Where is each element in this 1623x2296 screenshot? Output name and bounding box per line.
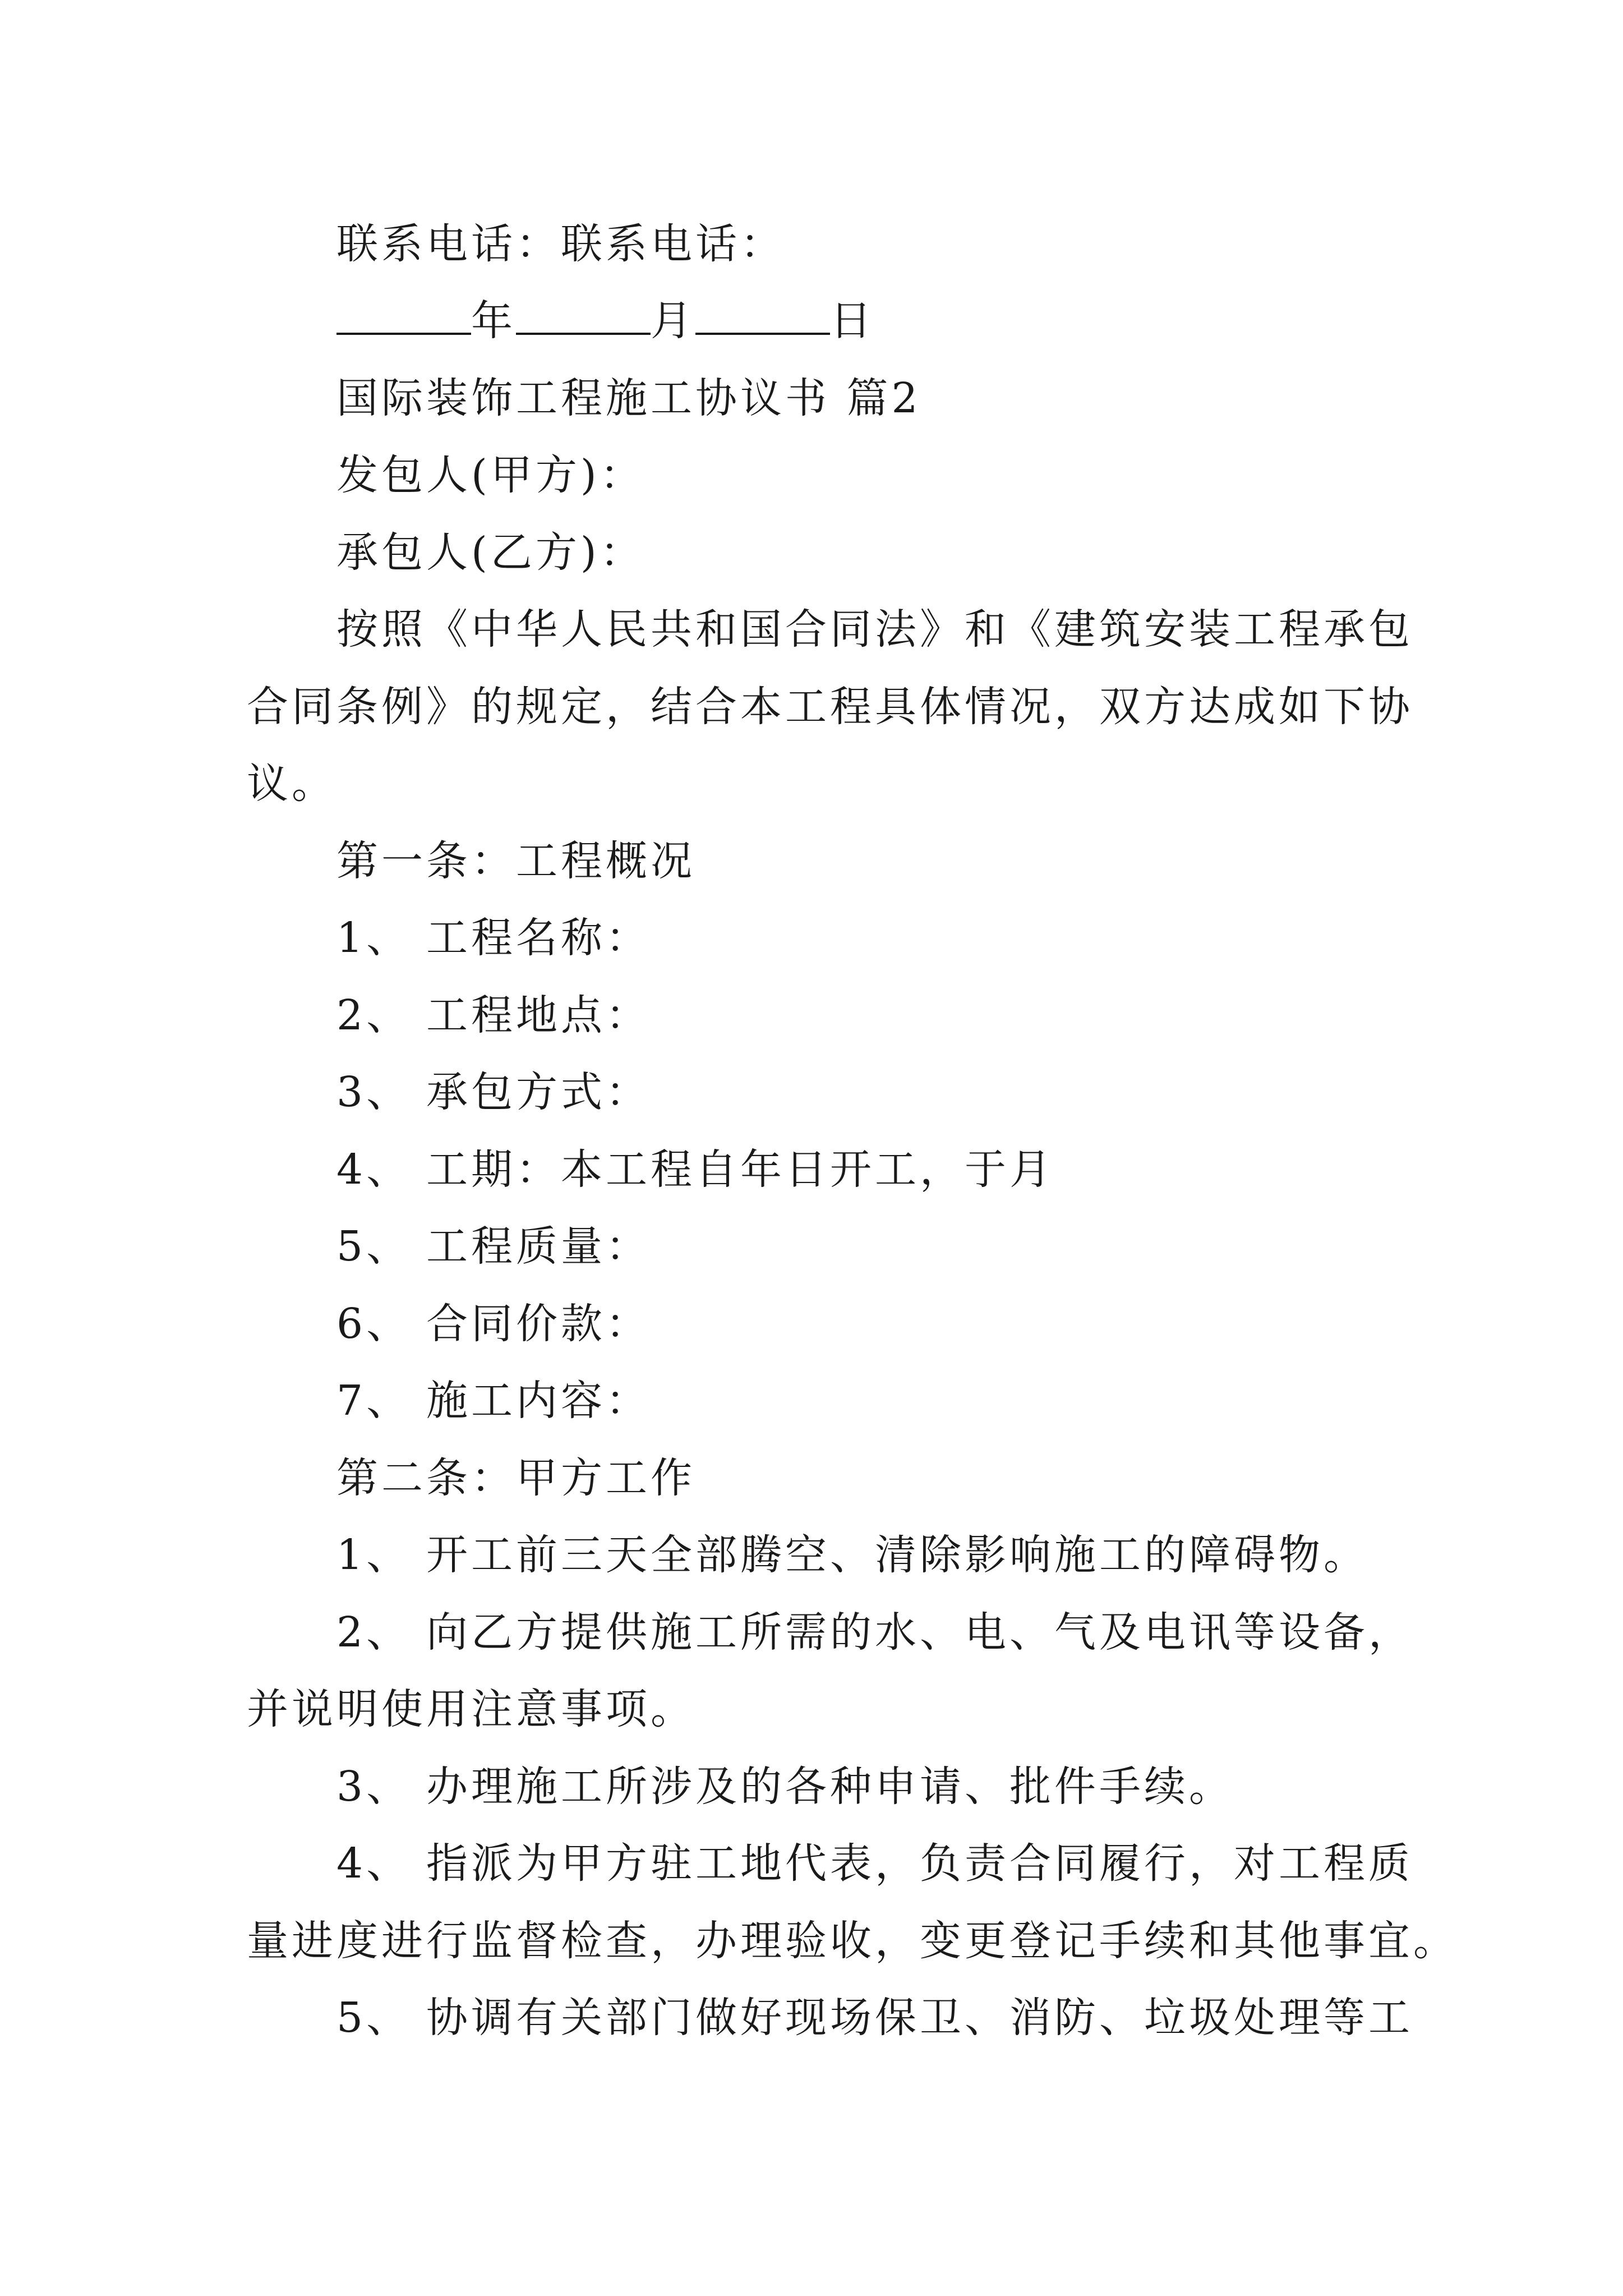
- item-number: 7、: [336, 1377, 412, 1425]
- month-blank: [516, 293, 651, 335]
- year-label: 年: [471, 297, 516, 345]
- list-item: [336, 1759, 1234, 1815]
- list-item: [336, 1142, 1054, 1198]
- preamble-line-1: 按照《中华人民共和国合同法》和《建筑安装工程承包: [336, 605, 1413, 654]
- list-item: [336, 910, 651, 966]
- item-text: 协调有关部门做好现场保卫、消防、垃圾处理等工: [426, 1994, 1413, 2042]
- item-text: 向乙方提供施工所需的水、电、气及电讯等设备，: [426, 1608, 1413, 1657]
- list-item: [336, 1990, 1413, 2046]
- contact-line: 联系电话：联系电话：: [336, 220, 785, 268]
- item-number: 4、: [336, 1145, 412, 1194]
- list-item: [336, 1604, 1413, 1660]
- item-number: 5、: [336, 1222, 412, 1271]
- preamble-line-2: 合同条例》的规定，结合本工程具体情况，双方达成如下协: [247, 683, 1413, 731]
- month-label: 月: [651, 297, 695, 345]
- party-b-line: 承包人(乙方)：: [336, 528, 645, 577]
- item-continuation: 并说明使用注意事项。: [247, 1685, 695, 1733]
- item-number: 2、: [336, 991, 412, 1039]
- item-text: 承包方式：: [426, 1068, 651, 1116]
- list-item: [336, 1064, 651, 1120]
- item-number: 6、: [336, 1300, 412, 1348]
- item-number: 5、: [336, 1994, 412, 2042]
- item-number: 3、: [336, 1068, 412, 1116]
- section-heading: 国际装饰工程施工协议书 篇2: [336, 374, 921, 422]
- article-2-title: 第二条：甲方工作: [336, 1454, 695, 1502]
- item-number: 1、: [336, 1531, 412, 1579]
- item-text: 办理施工所涉及的各种申请、批件手续。: [426, 1763, 1234, 1811]
- list-item: [336, 1527, 1368, 1583]
- item-text: 开工前三天全部腾空、清除影响施工的障碍物。: [426, 1531, 1368, 1579]
- party-a-line: 发包人(甲方)：: [336, 451, 645, 499]
- item-number: 1、: [336, 914, 412, 962]
- day-label: 日: [830, 297, 875, 345]
- item-text: 工程地点：: [426, 991, 651, 1039]
- item-number: 4、: [336, 1839, 412, 1888]
- item-number: 3、: [336, 1763, 412, 1811]
- item-text: 指派为甲方驻工地代表，负责合同履行，对工程质: [426, 1839, 1413, 1888]
- item-text: 合同价款：: [426, 1300, 651, 1348]
- list-item: [336, 1218, 651, 1274]
- year-blank: [336, 293, 471, 335]
- list-item: [336, 987, 651, 1043]
- article-1-title: 第一条：工程概况: [336, 837, 695, 885]
- preamble-line-3: 议。: [247, 760, 336, 808]
- list-item: [336, 1296, 651, 1352]
- item-text: 工程名称：: [426, 914, 651, 962]
- item-continuation: 量进度进行监督检查，办理验收，变更登记手续和其他事宜。: [247, 1917, 1458, 1965]
- item-text: 施工内容：: [426, 1377, 651, 1425]
- list-item: [336, 1373, 651, 1429]
- day-blank: [695, 293, 830, 335]
- list-item: [336, 1835, 1413, 1892]
- item-text: 工期：本工程自年日开工，于月: [426, 1145, 1054, 1194]
- item-text: 工程质量：: [426, 1222, 651, 1271]
- item-number: 2、: [336, 1608, 412, 1657]
- date-line: [336, 293, 875, 349]
